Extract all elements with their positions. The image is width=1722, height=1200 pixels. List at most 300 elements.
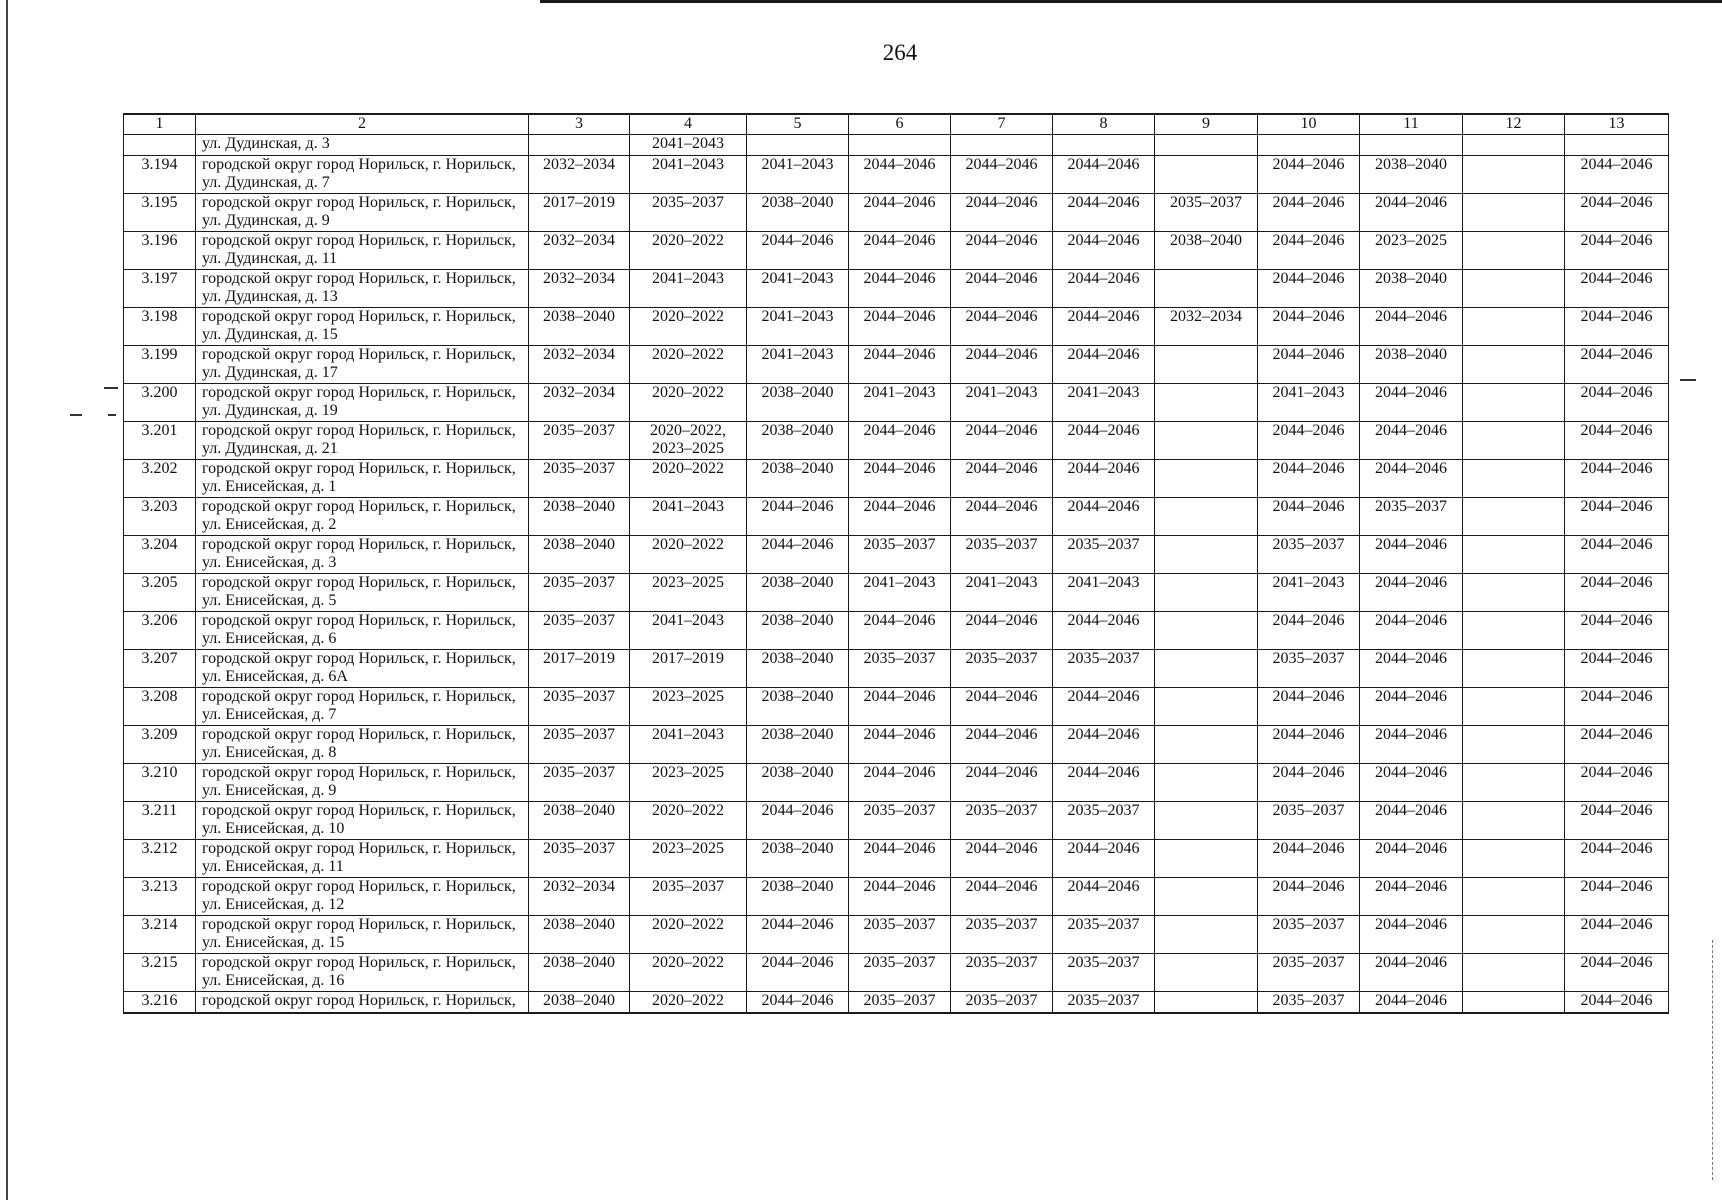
period-cell — [1463, 688, 1565, 726]
address-cell: городской округ город Норильск, г. Норильск, ул. Енисейская, д. 7 — [196, 688, 529, 726]
row-number-cell: 3.203 — [124, 498, 196, 536]
period-cell: 2035–2037 — [849, 536, 951, 574]
period-cell: 2035–2037 — [529, 574, 630, 612]
row-number-cell: 3.202 — [124, 460, 196, 498]
table-row — [124, 954, 1669, 992]
column-header: 7 — [951, 114, 1053, 135]
period-cell: 2035–2037 — [849, 954, 951, 992]
period-cell: 2041–2043 — [1258, 384, 1360, 422]
row-number-cell: 3.209 — [124, 726, 196, 764]
column-header: 9 — [1155, 114, 1258, 135]
period-cell: 2044–2046 — [1360, 536, 1463, 574]
period-cell: 2035–2037 — [630, 194, 747, 232]
period-cell: 2044–2046 — [951, 878, 1053, 916]
row-number-cell: 3.212 — [124, 840, 196, 878]
period-cell — [1463, 954, 1565, 992]
table-row — [124, 156, 1669, 194]
period-cell: 2035–2037 — [951, 650, 1053, 688]
period-cell: 2044–2046 — [1360, 764, 1463, 802]
period-cell: 2044–2046 — [1565, 156, 1669, 194]
period-cell: 2035–2037 — [529, 422, 630, 460]
period-cell: 2044–2046 — [1258, 840, 1360, 878]
period-cell — [1463, 764, 1565, 802]
period-cell: 2032–2034 — [529, 346, 630, 384]
period-cell: 2044–2046 — [1258, 498, 1360, 536]
period-cell: 2035–2037 — [951, 802, 1053, 840]
period-cell: 2035–2037 — [1258, 802, 1360, 840]
address-cell: городской округ город Норильск, г. Норильск, ул. Дудинская, д. 9 — [196, 194, 529, 232]
period-cell — [1463, 460, 1565, 498]
right-edge-dots — [1712, 940, 1714, 1180]
period-cell: 2044–2046 — [951, 308, 1053, 346]
period-cell: 2038–2040 — [747, 384, 849, 422]
table-row — [124, 726, 1669, 764]
period-cell — [951, 135, 1053, 156]
row-number-cell: 3.207 — [124, 650, 196, 688]
margin-mark — [70, 414, 82, 416]
period-cell: 2044–2046 — [1053, 270, 1155, 308]
address-cell: городской округ город Норильск, г. Норильск, ул. Дудинская, д. 19 — [196, 384, 529, 422]
table-row — [124, 878, 1669, 916]
row-number-cell: 3.204 — [124, 536, 196, 574]
period-cell: 2041–2043 — [1053, 384, 1155, 422]
column-number-row — [124, 114, 1669, 135]
address-cell: городской округ город Норильск, г. Норильск, ул. Енисейская, д. 6 — [196, 612, 529, 650]
period-cell — [1463, 384, 1565, 422]
address-cell: городской округ город Норильск, г. Норильск, ул. Дудинская, д. 7 — [196, 156, 529, 194]
period-cell: 2044–2046 — [1565, 194, 1669, 232]
margin-mark — [104, 387, 118, 389]
period-cell: 2041–2043 — [747, 156, 849, 194]
period-cell: 2044–2046 — [1360, 384, 1463, 422]
period-cell: 2035–2037 — [849, 650, 951, 688]
address-cell: городской округ город Норильск, г. Норильск, ул. Дудинская, д. 21 — [196, 422, 529, 460]
period-cell: 2041–2043 — [951, 384, 1053, 422]
period-cell: 2044–2046 — [1360, 612, 1463, 650]
period-cell: 2044–2046 — [1565, 422, 1669, 460]
period-cell: 2044–2046 — [849, 878, 951, 916]
period-cell: 2020–2022 — [630, 536, 747, 574]
period-cell: 2023–2025 — [630, 574, 747, 612]
table-row — [124, 916, 1669, 954]
period-cell: 2044–2046 — [1053, 498, 1155, 536]
period-cell: 2044–2046 — [1258, 346, 1360, 384]
period-cell: 2038–2040 — [529, 498, 630, 536]
period-cell: 2044–2046 — [849, 460, 951, 498]
period-cell: 2044–2046 — [1565, 992, 1669, 1014]
period-cell: 2038–2040 — [747, 460, 849, 498]
period-cell: 2041–2043 — [849, 574, 951, 612]
period-cell: 2035–2037 — [529, 612, 630, 650]
table-row — [124, 232, 1669, 270]
period-cell: 2044–2046 — [1360, 992, 1463, 1014]
row-number-cell: 3.201 — [124, 422, 196, 460]
table-row — [124, 536, 1669, 574]
period-cell: 2044–2046 — [1360, 194, 1463, 232]
table-row — [124, 688, 1669, 726]
column-header: 1 — [124, 114, 196, 135]
period-cell: 2044–2046 — [1565, 536, 1669, 574]
row-number-cell: 3.206 — [124, 612, 196, 650]
period-cell — [747, 135, 849, 156]
left-border-line — [6, 0, 8, 1200]
address-cell: городской округ город Норильск, г. Норильск, ул. Дудинская, д. 13 — [196, 270, 529, 308]
period-cell: 2035–2037 — [529, 726, 630, 764]
period-cell — [1463, 346, 1565, 384]
period-cell: 2035–2037 — [1360, 498, 1463, 536]
period-cell: 2038–2040 — [1360, 270, 1463, 308]
period-cell: 2035–2037 — [951, 536, 1053, 574]
period-cell: 2038–2040 — [747, 574, 849, 612]
top-border-line — [540, 0, 1722, 3]
period-cell: 2020–2022 — [630, 802, 747, 840]
period-cell — [1155, 498, 1258, 536]
table-row — [124, 460, 1669, 498]
period-cell: 2044–2046 — [1053, 764, 1155, 802]
period-cell — [1463, 270, 1565, 308]
period-cell — [1463, 135, 1565, 156]
period-cell: 2038–2040 — [1360, 346, 1463, 384]
address-cell: городской округ город Норильск, г. Норильск, ул. Дудинская, д. 15 — [196, 308, 529, 346]
period-cell — [1155, 954, 1258, 992]
period-cell: 2035–2037 — [1258, 650, 1360, 688]
period-cell: 2044–2046 — [1565, 878, 1669, 916]
period-cell: 2044–2046 — [951, 232, 1053, 270]
period-cell: 2017–2019 — [529, 650, 630, 688]
row-number-cell: 3.216 — [124, 992, 196, 1014]
period-cell: 2044–2046 — [951, 422, 1053, 460]
period-cell: 2038–2040 — [747, 650, 849, 688]
period-cell: 2035–2037 — [529, 688, 630, 726]
row-number-cell: 3.214 — [124, 916, 196, 954]
period-cell — [1463, 156, 1565, 194]
period-cell: 2038–2040 — [529, 916, 630, 954]
period-cell: 2044–2046 — [1258, 688, 1360, 726]
period-cell: 2035–2037 — [849, 916, 951, 954]
table-row — [124, 840, 1669, 878]
period-cell — [1463, 878, 1565, 916]
period-cell: 2044–2046 — [1360, 650, 1463, 688]
period-cell: 2038–2040 — [529, 802, 630, 840]
period-cell: 2044–2046 — [951, 346, 1053, 384]
period-cell: 2044–2046 — [1565, 308, 1669, 346]
period-cell: 2044–2046 — [951, 764, 1053, 802]
address-cell: ул. Дудинская, д. 3 — [196, 135, 529, 156]
period-cell: 2038–2040 — [747, 422, 849, 460]
period-cell: 2038–2040 — [747, 878, 849, 916]
row-number-cell: 3.215 — [124, 954, 196, 992]
address-cell: городской округ город Норильск, г. Норильск, ул. Енисейская, д. 2 — [196, 498, 529, 536]
address-cell: городской округ город Норильск, г. Норильск, ул. Енисейская, д. 11 — [196, 840, 529, 878]
period-cell: 2041–2043 — [630, 270, 747, 308]
period-cell: 2038–2040 — [747, 764, 849, 802]
period-cell: 2035–2037 — [630, 878, 747, 916]
address-cell: городской округ город Норильск, г. Норильск, ул. Енисейская, д. 12 — [196, 878, 529, 916]
column-header: 2 — [196, 114, 529, 135]
period-cell: 2017–2019 — [630, 650, 747, 688]
period-cell: 2044–2046 — [1053, 156, 1155, 194]
period-cell — [1463, 650, 1565, 688]
table-row — [124, 422, 1669, 460]
row-number-cell: 3.208 — [124, 688, 196, 726]
period-cell: 2044–2046 — [747, 916, 849, 954]
period-cell: 2044–2046 — [1053, 726, 1155, 764]
period-cell: 2044–2046 — [849, 840, 951, 878]
row-number-cell: 3.195 — [124, 194, 196, 232]
period-cell: 2035–2037 — [529, 764, 630, 802]
period-cell: 2044–2046 — [1258, 422, 1360, 460]
period-cell: 2044–2046 — [951, 498, 1053, 536]
period-cell — [1155, 422, 1258, 460]
period-cell: 2023–2025 — [630, 840, 747, 878]
period-cell: 2044–2046 — [1258, 612, 1360, 650]
row-number-cell: 3.211 — [124, 802, 196, 840]
period-cell: 2044–2046 — [1053, 612, 1155, 650]
period-cell: 2041–2043 — [630, 498, 747, 536]
table-row — [124, 498, 1669, 536]
period-cell: 2038–2040 — [529, 536, 630, 574]
address-cell: городской округ город Норильск, г. Норильск, — [196, 992, 529, 1014]
period-cell: 2035–2037 — [849, 802, 951, 840]
period-cell: 2044–2046 — [951, 156, 1053, 194]
period-cell: 2038–2040 — [529, 992, 630, 1014]
period-cell: 2044–2046 — [1258, 270, 1360, 308]
address-cell: городской округ город Норильск, г. Норильск, ул. Енисейская, д. 3 — [196, 536, 529, 574]
period-cell: 2044–2046 — [1360, 688, 1463, 726]
period-cell: 2032–2034 — [529, 878, 630, 916]
table-row — [124, 194, 1669, 232]
period-cell: 2044–2046 — [1565, 498, 1669, 536]
period-cell: 2035–2037 — [1258, 916, 1360, 954]
period-cell: 2044–2046 — [1565, 650, 1669, 688]
period-cell: 2044–2046 — [849, 612, 951, 650]
period-cell: 2038–2040 — [529, 308, 630, 346]
period-cell: 2035–2037 — [849, 992, 951, 1014]
period-cell — [1155, 726, 1258, 764]
period-cell: 2035–2037 — [1258, 536, 1360, 574]
table-row — [124, 992, 1669, 1014]
period-cell: 2044–2046 — [1053, 878, 1155, 916]
period-cell: 2041–2043 — [1258, 574, 1360, 612]
period-cell: 2020–2022 — [630, 308, 747, 346]
column-header: 3 — [529, 114, 630, 135]
address-cell: городской округ город Норильск, г. Норильск, ул. Енисейская, д. 1 — [196, 460, 529, 498]
period-cell: 2038–2040 — [747, 688, 849, 726]
period-cell: 2020–2022 — [630, 232, 747, 270]
period-cell: 2035–2037 — [951, 916, 1053, 954]
row-number-cell: 3.213 — [124, 878, 196, 916]
period-cell: 2041–2043 — [630, 135, 747, 156]
period-cell — [1258, 135, 1360, 156]
period-cell: 2044–2046 — [951, 840, 1053, 878]
address-cell: городской округ город Норильск, г. Норильск, ул. Дудинская, д. 11 — [196, 232, 529, 270]
period-cell — [1155, 650, 1258, 688]
period-cell: 2032–2034 — [529, 270, 630, 308]
period-cell: 2044–2046 — [849, 764, 951, 802]
period-cell: 2035–2037 — [1053, 650, 1155, 688]
page-number: 264 — [882, 40, 918, 65]
period-cell: 2044–2046 — [1565, 612, 1669, 650]
period-cell: 2044–2046 — [747, 992, 849, 1014]
table-row — [124, 308, 1669, 346]
period-cell: 2044–2046 — [1053, 422, 1155, 460]
period-cell: 2044–2046 — [1360, 422, 1463, 460]
period-cell: 2044–2046 — [1565, 460, 1669, 498]
period-cell: 2044–2046 — [1565, 802, 1669, 840]
period-cell: 2044–2046 — [1360, 460, 1463, 498]
margin-mark — [1680, 379, 1696, 381]
period-cell: 2044–2046 — [1360, 574, 1463, 612]
period-cell: 2044–2046 — [1565, 916, 1669, 954]
period-cell: 2044–2046 — [1258, 232, 1360, 270]
period-cell: 2041–2043 — [630, 726, 747, 764]
period-cell: 2044–2046 — [951, 612, 1053, 650]
period-cell: 2032–2034 — [529, 156, 630, 194]
table-row — [124, 574, 1669, 612]
period-cell — [1155, 270, 1258, 308]
period-cell: 2044–2046 — [1053, 194, 1155, 232]
period-cell — [1463, 536, 1565, 574]
period-cell: 2032–2034 — [529, 232, 630, 270]
table-row — [124, 384, 1669, 422]
period-cell — [1155, 878, 1258, 916]
address-cell: городской округ город Норильск, г. Норильск, ул. Дудинская, д. 17 — [196, 346, 529, 384]
period-cell: 2035–2037 — [1155, 194, 1258, 232]
period-cell: 2035–2037 — [1053, 536, 1155, 574]
period-cell: 2044–2046 — [1565, 726, 1669, 764]
period-cell — [529, 135, 630, 156]
period-cell: 2044–2046 — [1258, 460, 1360, 498]
period-cell: 2044–2046 — [849, 232, 951, 270]
period-cell: 2044–2046 — [747, 802, 849, 840]
period-cell: 2044–2046 — [747, 536, 849, 574]
row-number-cell: 3.196 — [124, 232, 196, 270]
period-cell — [1463, 992, 1565, 1014]
period-cell: 2044–2046 — [747, 498, 849, 536]
row-number-cell: 3.197 — [124, 270, 196, 308]
column-header: 12 — [1463, 114, 1565, 135]
period-cell — [1463, 498, 1565, 536]
period-cell: 2044–2046 — [747, 232, 849, 270]
period-cell: 2044–2046 — [849, 498, 951, 536]
column-header: 13 — [1565, 114, 1669, 135]
period-cell: 2044–2046 — [1565, 384, 1669, 422]
period-cell: 2044–2046 — [1258, 878, 1360, 916]
column-header: 10 — [1258, 114, 1360, 135]
period-cell: 2041–2043 — [849, 384, 951, 422]
period-cell — [1155, 840, 1258, 878]
period-cell — [1155, 346, 1258, 384]
address-cell: городской округ город Норильск, г. Норильск, ул. Енисейская, д. 15 — [196, 916, 529, 954]
period-cell: 2038–2040 — [529, 954, 630, 992]
period-cell: 2038–2040 — [747, 840, 849, 878]
period-cell: 2020–2022 — [630, 916, 747, 954]
period-cell — [1053, 135, 1155, 156]
period-cell: 2044–2046 — [1360, 726, 1463, 764]
period-cell: 2044–2046 — [1360, 802, 1463, 840]
period-cell — [1463, 422, 1565, 460]
period-cell: 2035–2037 — [1258, 992, 1360, 1014]
period-cell: 2044–2046 — [1258, 156, 1360, 194]
period-cell: 2044–2046 — [1258, 308, 1360, 346]
column-header: 8 — [1053, 114, 1155, 135]
period-cell: 2044–2046 — [951, 194, 1053, 232]
period-cell: 2023–2025 — [630, 764, 747, 802]
period-cell: 2041–2043 — [747, 308, 849, 346]
period-cell: 2044–2046 — [951, 688, 1053, 726]
period-cell — [1155, 916, 1258, 954]
period-cell: 2035–2037 — [1053, 802, 1155, 840]
period-cell — [1463, 802, 1565, 840]
period-cell: 2041–2043 — [747, 270, 849, 308]
row-number-cell: 3.200 — [124, 384, 196, 422]
address-cell: городской округ город Норильск, г. Норильск, ул. Енисейская, д. 8 — [196, 726, 529, 764]
period-cell: 2038–2040 — [1155, 232, 1258, 270]
period-cell: 2032–2034 — [529, 384, 630, 422]
table-row — [124, 135, 1669, 156]
period-cell: 2032–2034 — [1155, 308, 1258, 346]
table-row — [124, 802, 1669, 840]
period-cell: 2017–2019 — [529, 194, 630, 232]
table-row — [124, 764, 1669, 802]
period-cell: 2044–2046 — [1053, 346, 1155, 384]
period-cell — [1155, 574, 1258, 612]
row-number-cell — [124, 135, 196, 156]
period-cell: 2044–2046 — [1053, 308, 1155, 346]
table-row — [124, 346, 1669, 384]
period-cell: 2038–2040 — [747, 726, 849, 764]
period-cell: 2044–2046 — [1258, 194, 1360, 232]
period-cell — [1463, 574, 1565, 612]
address-cell: городской округ город Норильск, г. Норильск, ул. Енисейская, д. 6А — [196, 650, 529, 688]
period-cell — [1463, 308, 1565, 346]
period-cell: 2044–2046 — [747, 954, 849, 992]
period-cell: 2035–2037 — [529, 460, 630, 498]
period-cell: 2038–2040 — [747, 612, 849, 650]
period-cell: 2044–2046 — [1360, 308, 1463, 346]
period-cell: 2044–2046 — [1565, 232, 1669, 270]
row-number-cell: 3.198 — [124, 308, 196, 346]
period-cell — [1463, 194, 1565, 232]
period-cell — [1155, 460, 1258, 498]
period-cell: 2023–2025 — [1360, 232, 1463, 270]
period-cell — [1155, 802, 1258, 840]
period-cell: 2044–2046 — [1565, 840, 1669, 878]
period-cell: 2041–2043 — [1053, 574, 1155, 612]
period-cell: 2044–2046 — [1565, 574, 1669, 612]
row-number-cell: 3.205 — [124, 574, 196, 612]
period-cell: 2035–2037 — [529, 840, 630, 878]
column-header: 11 — [1360, 114, 1463, 135]
period-cell — [1155, 536, 1258, 574]
row-number-cell: 3.199 — [124, 346, 196, 384]
period-cell — [1463, 726, 1565, 764]
period-cell: 2035–2037 — [1053, 954, 1155, 992]
period-cell: 2020–2022 — [630, 346, 747, 384]
row-number-cell: 3.194 — [124, 156, 196, 194]
period-cell: 2044–2046 — [1053, 460, 1155, 498]
period-cell — [1463, 232, 1565, 270]
period-cell: 2020–2022, 2023–2025 — [630, 422, 747, 460]
period-cell: 2020–2022 — [630, 460, 747, 498]
address-cell: городской округ город Норильск, г. Норильск, ул. Енисейская, д. 10 — [196, 802, 529, 840]
period-cell — [1155, 384, 1258, 422]
period-cell: 2044–2046 — [849, 346, 951, 384]
period-cell — [1565, 135, 1669, 156]
period-cell: 2044–2046 — [849, 422, 951, 460]
period-cell: 2044–2046 — [1258, 726, 1360, 764]
period-cell: 2041–2043 — [630, 156, 747, 194]
